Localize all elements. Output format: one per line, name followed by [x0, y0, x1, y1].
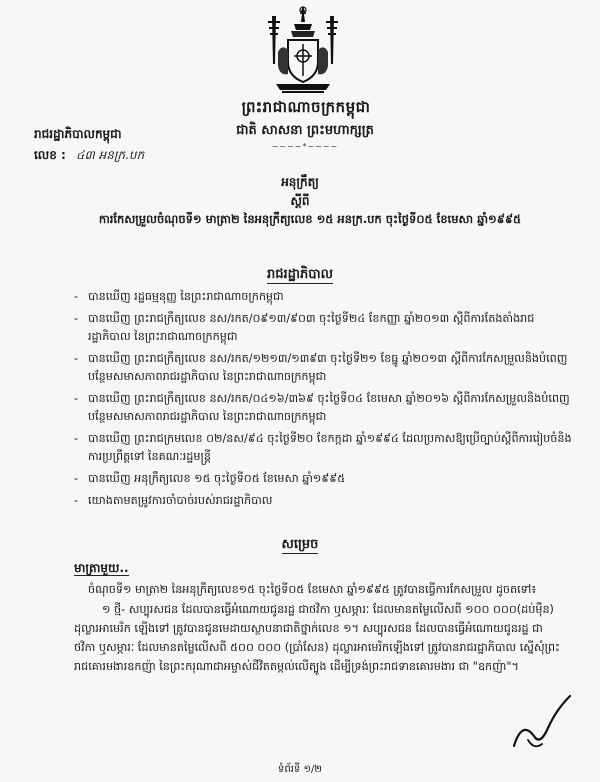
reference-number	[34, 147, 144, 165]
issuing-government: រាជរដ្ឋាភិបាលកម្ពុជា	[34, 127, 122, 141]
preamble-item: - បានឃើញ ព្រះរាជក្រឹត្យលេខ នស/រកត/១២១៣/១៣៩៣ ចុះថ្ងៃទី២១ ខែធ្នូ ឆ្នាំ២០១៣ ស្តីពីការកែសម្រួលនិងបំពេញបន្ថែមសមាសភាពរាជរដ្ឋាភិបាល នៃព្រះរាជាណាចក្រកម្ពុជា	[72, 350, 572, 386]
article-heading: មាត្រាមួយ..	[74, 561, 129, 575]
preamble-item: - បានឃើញ ព្រះរាជក្រឹត្យលេខ នស/រកត/០៩១៣/៩០៣ ចុះថ្ងៃទី២៤ ខែកញ្ញា ឆ្នាំ២០១៣ ស្តីពីការតែងតាំងរាជរដ្ឋាភិបាល នៃព្រះរាជាណាចក្រកម្ពុជា	[72, 310, 572, 346]
header-ornament: ~~~~*~~~~	[271, 142, 339, 151]
kingdom-title: ព្រះរាជាណាចក្រកម្ពុជា	[241, 98, 371, 116]
about-label: ស្តីពី	[290, 194, 310, 208]
royal-arms-emblem	[258, 4, 348, 96]
reference-label: លេខ :	[34, 148, 66, 162]
preamble-item: - បានឃើញ រដ្ឋធម្មនុញ្ញ នៃព្រះរាជាណាចក្រកម្ពុជា	[72, 288, 572, 306]
article-paragraph-1: ចំណុចទី១ មាត្រា២ នៃអនុក្រឹត្យលេខ១៥ ចុះថ្ងៃទី០៥ ខែមេសា ឆ្នាំ១៩៩៥ ត្រូវបានធ្វើការកែសម្រួល ដូចតទៅ៖	[88, 583, 537, 596]
handwritten-initial-signature	[508, 690, 578, 760]
document-type: អនុក្រឹត្យ	[281, 175, 319, 189]
preamble-item: - បានឃើញ ព្រះរាជក្រមលេខ ០២/នស/៩៤ ចុះថ្ងៃទី២០ ខែកក្កដា ឆ្នាំ១៩៩៤ ដែលប្រកាសឱ្យប្រើច្បាប់ស្តីពីការរៀបចំនិងការប្រព្រឹត្តទៅ នៃគណៈរដ្ឋមន្ត្រី	[72, 430, 572, 466]
preamble-item: - បានឃើញ ព្រះរាជក្រឹត្យលេខ នស/រកត/០៤១៦/៣៦៩ ចុះថ្ងៃទី០៤ ខែមេសា ឆ្នាំ២០១៦ ស្តីពីការកែសម្រួលនិងបំពេញបន្ថែមសមាសភាពរាជរដ្ឋាភិបាល នៃព្រះរាជាណាចក្រកម្ពុជា	[72, 390, 572, 426]
decision-heading: សម្រេច	[281, 537, 319, 552]
page-number: ទំព័រទី ១/២	[278, 764, 322, 775]
preamble-list	[72, 288, 572, 514]
preamble-item: - យោងតាមតម្រូវការចាំបាច់របស់រាជរដ្ឋាភិបាល	[72, 492, 572, 510]
national-motto: ជាតិ សាសនា ព្រះមហាក្សត្រ	[236, 123, 374, 138]
preamble-item: - បានឃើញ អនុក្រឹត្យលេខ ១៥ ចុះថ្ងៃទី០៥ ខែមេសា ឆ្នាំ១៩៩៥	[72, 470, 572, 488]
reference-value: ៤៣ អនក្រ.បក	[76, 148, 145, 162]
article-paragraph-2: ១ ថ្មី- សប្បុរសជន ដែលបានធ្វើអំណោយជូនរដ្ឋ ជាថវិកា ឬសម្ភារៈ ដែលមានតម្លៃលើសពី ១០០ ០០០(ដប់ម៉ឺន) ដុល្លារអាមេរិក ឡើងទៅ ត្រូវបានជូនមេដាយស្ថាបនាជាតិថ្នាក់លេខ ១។ សប្បុរសជន ដែលបានធ្វើអំណោយជូនរដ្ឋ ជាថវិកា ឬសម្ភារៈ ដែលមានតម្លៃលើសពី ៥០០ ០០០ (ប្រាំសែន) ដុល្លារអាមេរិកឡើងទៅ ត្រូវបានរាជរដ្ឋាភិបាល ស្នើសុំព្រះរាជគោរមងារឧកញ៉ា នៃព្រះករុណាជាអម្ចាស់ជីវិតតម្កល់លើត្បូង ដើម្បីទ្រង់ព្រះរាជទានគោរមងារ ជា "ឧកញ៉ា"។	[74, 603, 560, 673]
preamble-heading: រាជរដ្ឋាភិបាល	[266, 267, 333, 282]
decree-subject: ការកែសម្រួលចំណុចទី១ មាត្រា២ នៃអនុក្រឹត្យលេខ ១៥ អនក្រ.បក ចុះថ្ងៃទី០៥ ខែមេសា ឆ្នាំ១៩៩៥	[98, 212, 522, 226]
